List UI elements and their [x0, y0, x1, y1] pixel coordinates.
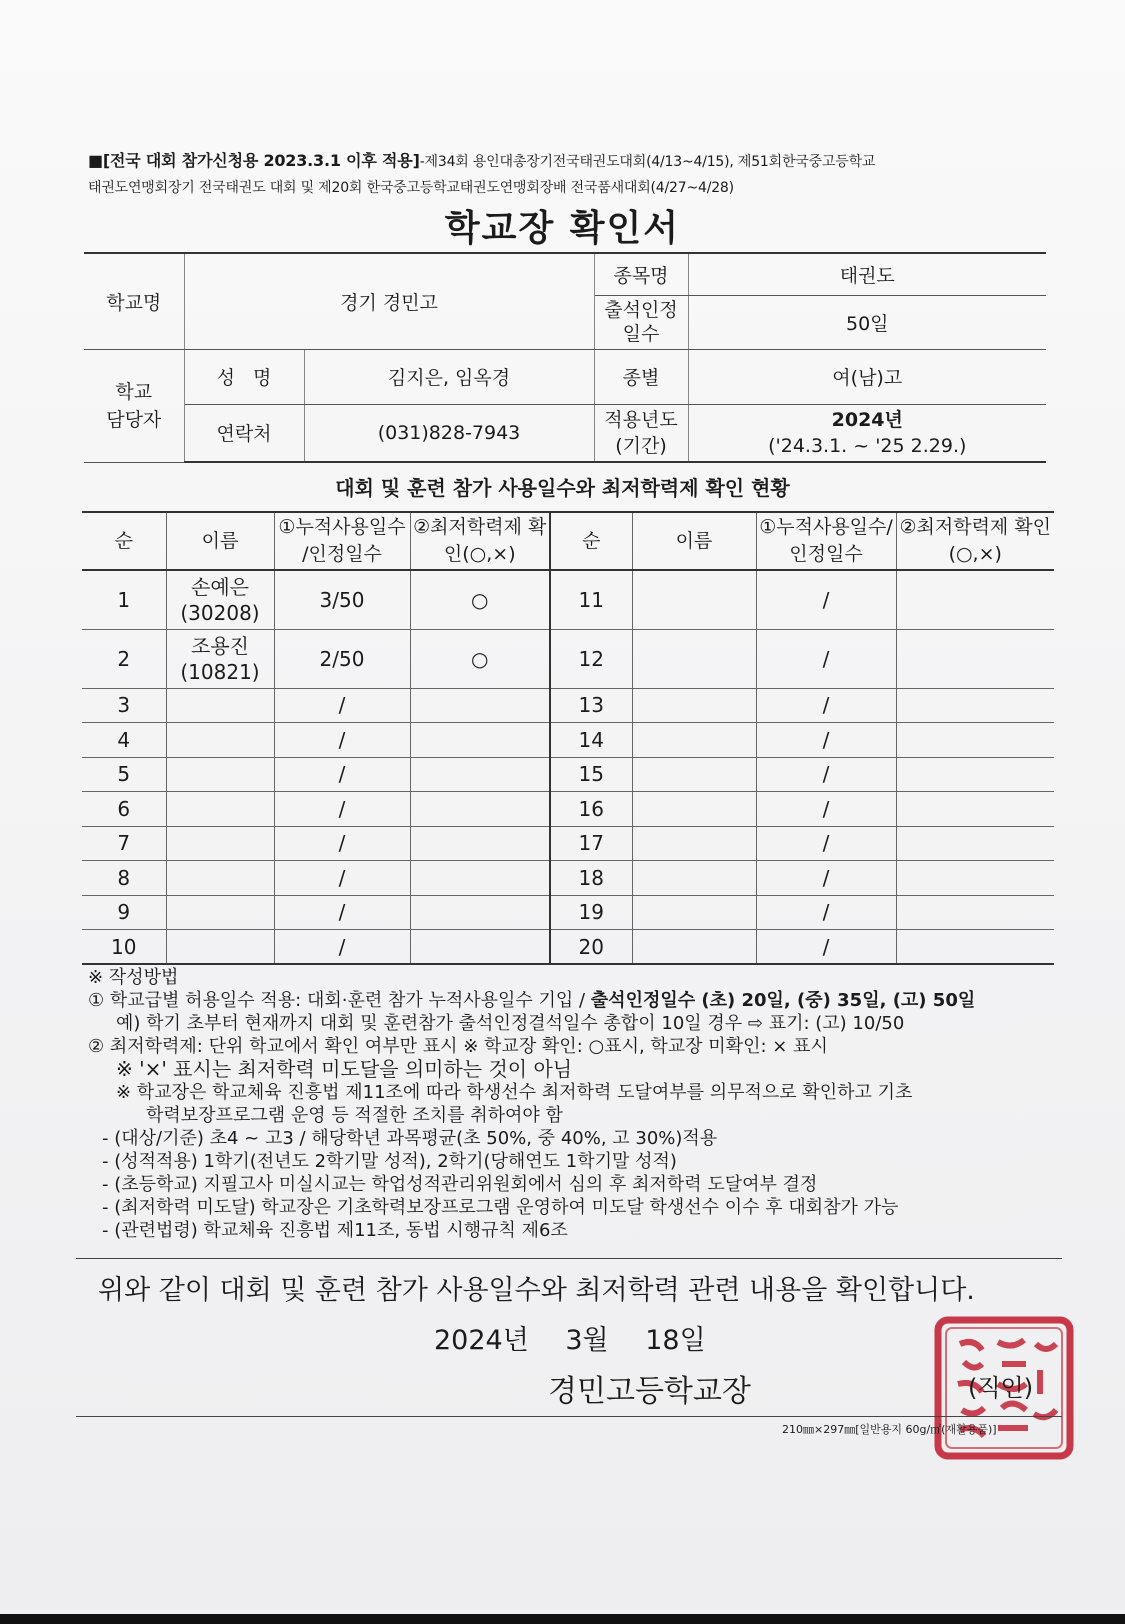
- principal-title: 경민고등학교장: [548, 1374, 751, 1409]
- header-days-right: ①누적사용일수/ 인정일수: [756, 512, 896, 570]
- row-no: 5: [82, 757, 166, 792]
- row-days-right: /: [756, 570, 896, 629]
- event-label: 종목명: [594, 253, 688, 295]
- name-label: 성 명: [184, 349, 304, 404]
- row-days-right: /: [756, 723, 896, 758]
- row-name: [166, 570, 274, 629]
- row-days: /: [274, 826, 410, 861]
- header-name: 이름: [166, 512, 274, 570]
- school-info-table: [84, 252, 1046, 463]
- name-value: 김지은, 임옥경: [304, 349, 594, 404]
- row-min-right: [896, 861, 1054, 896]
- document-title: 학교장 확인서: [444, 208, 681, 249]
- row-days: /: [274, 792, 410, 827]
- row-name-right: [632, 723, 756, 758]
- year-value: 2024년: [831, 408, 903, 431]
- row-name-right: [632, 792, 756, 827]
- row-min-right: [896, 826, 1054, 861]
- row-days-right: /: [756, 629, 896, 688]
- row-min-right: [896, 792, 1054, 827]
- student-id: (10821): [180, 659, 260, 684]
- table-row: [82, 792, 1054, 827]
- row-name: [166, 826, 274, 861]
- row-no: 1: [82, 570, 166, 629]
- row-min: [410, 895, 550, 930]
- header-no-right: 순: [550, 512, 632, 570]
- row-no-right: 18: [550, 861, 632, 896]
- row-no-right: 17: [550, 826, 632, 861]
- writing-instructions: [88, 966, 1068, 1242]
- attendance-rows: [82, 570, 1054, 964]
- row-no: 4: [82, 723, 166, 758]
- period-value: ('24.3.1. ~ '25 2.29.): [768, 434, 967, 457]
- row-min-right: [896, 570, 1054, 629]
- row-days-right: /: [756, 895, 896, 930]
- table-row: [82, 861, 1054, 896]
- row-name: [166, 792, 274, 827]
- row-name: [166, 629, 274, 688]
- note-2: ② 최저학력제: 단위 학교에서 확인 여부만 표시 ※ 학교장 확인: ○표시, 학교장 미확인: × 표시: [88, 1036, 828, 1057]
- row-no: 8: [82, 861, 166, 896]
- year-label: 적용년도 (기간): [594, 404, 688, 462]
- row-min: ○: [410, 570, 550, 629]
- note-2-sub-2a: ※ 학교장은 학교체육 진흥법 제11조에 따라 학생선수 최저학력 도달여부를 의무적으로 확인하고 기초: [116, 1082, 913, 1103]
- student-id: (30208): [180, 600, 260, 625]
- row-min-right: [896, 688, 1054, 723]
- row-no-right: 19: [550, 895, 632, 930]
- row-min: [410, 826, 550, 861]
- note-2-sub-2b: 학력보장프로그램 운영 등 적절한 조치를 취하여야 함: [146, 1105, 563, 1126]
- row-days-right: /: [756, 792, 896, 827]
- detail-1: - (대상/기준) 초4 ~ 고3 / 해당학년 과목평균(초 50%, 중 40%, 고 30%)적용: [102, 1128, 718, 1149]
- note-2-sub-1: ※ '×' 표시는 최저학력 미도달을 의미하는 것이 아님: [116, 1057, 573, 1081]
- table-row: [82, 826, 1054, 861]
- attendance-label: 출석인정 일수: [594, 295, 688, 349]
- header-no: 순: [82, 512, 166, 570]
- row-name-right: [632, 629, 756, 688]
- row-min-right: [896, 629, 1054, 688]
- detail-3: - (초등학교) 지필고사 미실시교는 학업성적관리위원회에서 심의 후 최저학력 도달여부 결정: [102, 1174, 818, 1195]
- row-days: /: [274, 895, 410, 930]
- signing-date: 2024년 3월 18일: [434, 1325, 706, 1356]
- row-name: [166, 723, 274, 758]
- student-name: 조용진: [191, 633, 249, 658]
- row-name-right: [632, 757, 756, 792]
- row-min: [410, 723, 550, 758]
- row-no: 6: [82, 792, 166, 827]
- row-name-right: [632, 826, 756, 861]
- table-row: [82, 723, 1054, 758]
- student-name: 손예은: [191, 574, 249, 599]
- row-days: /: [274, 757, 410, 792]
- header-prefix: ■[전국 대회 참가신청용 2023.3.1 이후 적용]: [88, 151, 420, 170]
- note-1-example: 예) 학기 초부터 현재까지 대회 및 훈련참가 출석인정결석일수 총합이 10일 경우 ⇨ 표기: (고) 10/50: [116, 1013, 905, 1034]
- note-1: ① 학교급별 허용일수 적용: 대회·훈련 참가 누적사용일수 기입 /: [88, 990, 591, 1011]
- detail-5: - (관련법령) 학교체육 진흥법 제11조, 동법 시행규칙 제6조: [102, 1220, 568, 1241]
- header-min-right: ②최저학력제 확인(○,×): [896, 512, 1054, 570]
- row-no: 9: [82, 895, 166, 930]
- header-line2: 태권도연맹회장기 전국태권도 대회 및 제20회 한국중고등학교태권도연맹회장배 전국품새대회(4/27~4/28): [88, 180, 734, 196]
- attendance-table: [82, 511, 1054, 965]
- row-days: 3/50: [274, 570, 410, 629]
- row-no-right: 15: [550, 757, 632, 792]
- row-no-right: 11: [550, 570, 632, 629]
- header-days: ①누적사용일수 /인정일수: [274, 512, 410, 570]
- header-line1: -제34회 용인대총장기전국태권도대회(4/13~4/15), 제51회한국중고등학교: [419, 154, 876, 170]
- row-no-right: 16: [550, 792, 632, 827]
- contact-value: (031)828-7943: [304, 404, 594, 462]
- header-min: ②최저학력제 확인(○,×): [410, 512, 550, 570]
- row-min-right: [896, 723, 1054, 758]
- document-header: [88, 148, 1048, 201]
- table-row: [82, 895, 1054, 930]
- table-row: [82, 629, 1054, 688]
- table-row: [82, 570, 1054, 629]
- row-days-right: /: [756, 826, 896, 861]
- row-days: /: [274, 861, 410, 896]
- row-days: /: [274, 723, 410, 758]
- row-min: [410, 757, 550, 792]
- row-min: ○: [410, 629, 550, 688]
- notes-heading: ※ 작성방법: [88, 967, 179, 988]
- table-subtitle: 대회 및 훈련 참가 사용일수와 최저학력제 확인 현황: [335, 476, 790, 500]
- row-name: [166, 757, 274, 792]
- row-days-right: /: [756, 688, 896, 723]
- attendance-value: 50일: [688, 295, 1046, 349]
- detail-4: - (최저학력 미도달) 학교장은 기초학력보장프로그램 운영하여 미도달 학생선수 이수 후 대회참가 가능: [102, 1197, 899, 1218]
- row-min-right: [896, 757, 1054, 792]
- row-min: [410, 792, 550, 827]
- row-days: /: [274, 688, 410, 723]
- row-no: 3: [82, 688, 166, 723]
- table-row: [82, 757, 1054, 792]
- row-days-right: /: [756, 757, 896, 792]
- table-row: [82, 930, 1054, 965]
- type-label: 종별: [594, 349, 688, 404]
- row-days: /: [274, 930, 410, 965]
- type-value: 여(남)고: [688, 349, 1046, 404]
- seal-label: (직인): [968, 1374, 1034, 1402]
- row-min-right: [896, 930, 1054, 965]
- row-days-right: /: [756, 930, 896, 965]
- row-name-right: [632, 930, 756, 965]
- row-name: [166, 930, 274, 965]
- row-name: [166, 688, 274, 723]
- row-min-right: [896, 895, 1054, 930]
- row-no: 2: [82, 629, 166, 688]
- row-no-right: 12: [550, 629, 632, 688]
- row-min: [410, 688, 550, 723]
- row-no: 7: [82, 826, 166, 861]
- row-name-right: [632, 688, 756, 723]
- table-row: [82, 688, 1054, 723]
- confirmation-statement: 위와 같이 대회 및 훈련 참가 사용일수와 최저학력 관련 내용을 확인합니다.: [98, 1275, 975, 1306]
- row-name-right: [632, 861, 756, 896]
- manager-label: 학교 담당자: [84, 349, 184, 462]
- event-value: 태권도: [688, 253, 1046, 295]
- row-name-right: [632, 570, 756, 629]
- row-name: [166, 895, 274, 930]
- contact-label: 연락처: [184, 404, 304, 462]
- row-name: [166, 861, 274, 896]
- row-min: [410, 930, 550, 965]
- row-no-right: 13: [550, 688, 632, 723]
- paper-spec: 210㎜×297㎜[일반용지 60g/㎡(재활용품)]: [782, 1423, 997, 1436]
- header-name-right: 이름: [632, 512, 756, 570]
- school-value: 경기 경민고: [184, 253, 594, 349]
- row-no: 10: [82, 930, 166, 965]
- note-1-bold: 출석인정일수 (초) 20일, (중) 35일, (고) 50일: [590, 990, 976, 1011]
- row-days: 2/50: [274, 629, 410, 688]
- divider-top: [76, 1258, 1062, 1259]
- row-min: [410, 861, 550, 896]
- row-no-right: 20: [550, 930, 632, 965]
- detail-2: - (성적적용) 1학기(전년도 2학기말 성적), 2학기(당해연도 1학기말 성적): [102, 1151, 677, 1172]
- divider-bottom: [76, 1416, 1062, 1417]
- school-label: 학교명: [84, 253, 184, 349]
- row-days-right: /: [756, 861, 896, 896]
- row-no-right: 14: [550, 723, 632, 758]
- row-name-right: [632, 895, 756, 930]
